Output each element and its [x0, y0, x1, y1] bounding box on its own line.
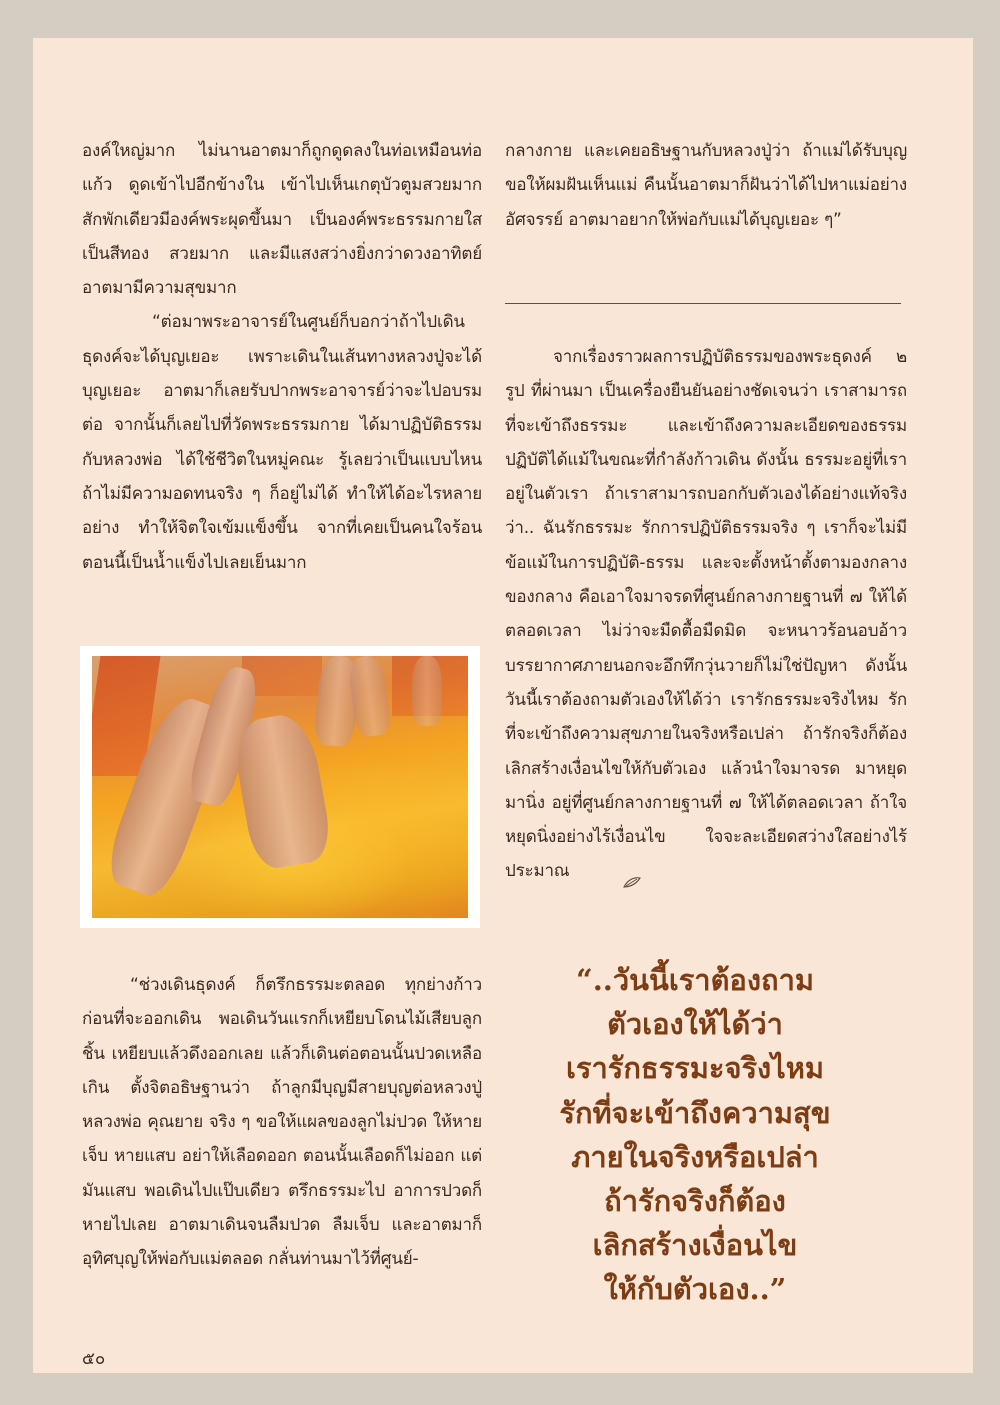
pull-quote-line: ตัวเองให้ได้ว่า: [607, 1007, 783, 1042]
right-column-lower: [505, 340, 907, 889]
pull-quote-line: ถ้ารักจริงก็ต้อง: [604, 1184, 786, 1219]
right-paragraph-2: [505, 340, 907, 889]
pull-quote-line: เลิกสร้างเงื่อนไข: [592, 1228, 798, 1263]
pull-quote-line: เรารักธรรมะจริงไหม: [566, 1051, 824, 1086]
pull-quote-line: “..วันนี้เราต้องถาม: [576, 963, 814, 997]
left-column-lower: [82, 968, 482, 1277]
left-paragraph-3: “ช่วงเดินธุดงค์ ก็ตรึกธรรมะตลอด ทุกย่างก้าวก่อนที่จะออกเดิน พอเดินวันแรกก็เหยียบโดนไม้เสียบลูกชิ้น เหยียบแล้วดึงออกเลย แล้วก็เดินต่อตอนนั้นปวดเหลือเกิน ตั้งจิตอธิษฐานว่า ถ้าลูกมีบุญมีสายบุญต่อหลวงปู่ หลวงพ่อ คุณยาย จริง ๆ ขอให้แผลของลูกไม่ปวด ให้หายเจ็บ หายแสบ อย่าให้เลือดออก ตอนนั้นเลือดก็ไม่ออก แต่มันแสบ พอเดินไปแป๊บเดียว ตรึกธรรมะไป อาการปวดก็หายไปเลย อาตมาเดินจนลืมปวด ลืมเจ็บ และอาตมาก็อุทิศบุญให้พ่อกับแม่ตลอด กลั่นท่านมาไว้ที่ศูนย์-: [82, 975, 482, 1270]
section-divider: [505, 303, 901, 304]
pull-quote-line: ให้กับตัวเอง..”: [603, 1272, 787, 1307]
pull-quote-line: ภายในจริงหรือเปล่า: [571, 1139, 819, 1174]
left-column: [82, 134, 482, 580]
leaf-end-mark-icon: [575, 866, 593, 877]
right-column: [505, 134, 907, 237]
left-paragraph-2: “ต่อมาพระอาจารย์ในศูนย์ก็บอกว่าถ้าไปเดินธุดงค์จะได้บุญเยอะ เพราะเดินในเส้นทางหลวงปู่จะได้บุญเยอะ อาตมาก็เลยรับปากพระอาจารย์ว่าจะไปอบรมต่อ จากนั้นก็เลยไปที่วัดพระธรรมกาย ได้มาปฏิบัติธรรมกับหลวงพ่อ ได้ใช้ชีวิตในหมู่คณะ รู้เลยว่าเป็นแบบไหน ถ้าไม่มีความอดทนจริง ๆ ก็อยู่ไม่ได้ ทำให้ได้อะไรหลายอย่าง ทำให้จิตใจเข้มแข็งขึ้น จากที่เคยเป็นคนใจร้อน ตอนนี้เป็นน้ำแข็งไปเลยเย็นมาก: [82, 312, 482, 573]
right-paragraph-2-text: จากเรื่องราวผลการปฏิบัติธรรมของพระธุดงค์ ๒ รูป ที่ผ่านมา เป็นเครื่องยืนยันอย่างชัดเจนว่า เราสามารถที่จะเข้าถึงธรรมะ และเข้าถึงความละเอียดของธรรมปฏิบัติได้แม้ในขณะที่กำลังก้าวเดิน ดังนั้น ธรรมะอยู่ที่เรา อยู่ในตัวเรา ถ้าเราสามารถบอกกับตัวเองได้อย่างแท้จริงว่า.. ฉันรักธรรมะ รักการปฏิบัติธรรมจริง ๆ เราก็จะไม่มีข้อแม้ในการปฏิบัติ-ธรรม และจะตั้งหน้าตั้งตามองกลางของกลาง คือเอาใจมาจรดที่ศูนย์กลางกายฐานที่ ๗ ให้ได้ตลอดเวลา ไม่ว่าจะมืดตื้อมืดมิด จะหนาวร้อนอบอ้าว บรรยากาศภายนอกจะอึกทึกวุ่นวายก็ไม่ใช่ปัญหา ดังนั้น วันนี้เราต้องถามตัวเองให้ได้ว่า เรารักธรรมะจริงไหม รักที่จะเข้าถึงความสุขภายในจริงหรือเปล่า ถ้ารักจริงก็ต้องเลิกสร้างเงื่อนไขให้กับตัวเอง แล้วนำใจมาจรด มาหยุด มานิ่ง อยู่ที่ศูนย์กลางกายฐานที่ ๗ ให้ได้ตลอดเวลา ถ้าใจหยุดนิ่งอย่างไร้เงื่อนไข ใจจะละเอียดสว่างใสอย่างไร้ประมาณ: [505, 347, 907, 882]
left-paragraph-1: องค์ใหญ่มาก ไม่นานอาตมาก็ถูกดูดลงในท่อเหมือนท่อแก้ว ดูดเข้าไปอีกข้างใน เข้าไปเห็นเกตุบัวตูมสวยมาก สักพักเดียวมีองค์พระผุดขึ้นมา เป็นองค์พระธรรมกายใสเป็นสีทอง สวยมาก และมีแสงสว่างยิ่งกว่าดวงอาทิตย์ อาตมามีความสุขมาก: [82, 141, 482, 299]
pull-quote: [520, 958, 870, 1312]
page-number: ๕๐: [82, 1349, 106, 1369]
monks-walking-on-flower-petals-photo: [92, 656, 468, 918]
right-paragraph-1: กลางกาย และเคยอธิษฐานกับหลวงปู่ว่า ถ้าแม่ได้รับบุญ ขอให้ผมฝันเห็นแม่ คืนนั้นอาตมาก็ฝันว่าได้ไปหาแม่อย่างอัศจรรย์ อาตมาอยากให้พ่อกับแม่ได้บุญเยอะ ๆ”: [505, 141, 907, 230]
photo-frame: [80, 646, 480, 928]
pull-quote-line: รักที่จะเข้าถึงความสุข: [559, 1095, 831, 1130]
